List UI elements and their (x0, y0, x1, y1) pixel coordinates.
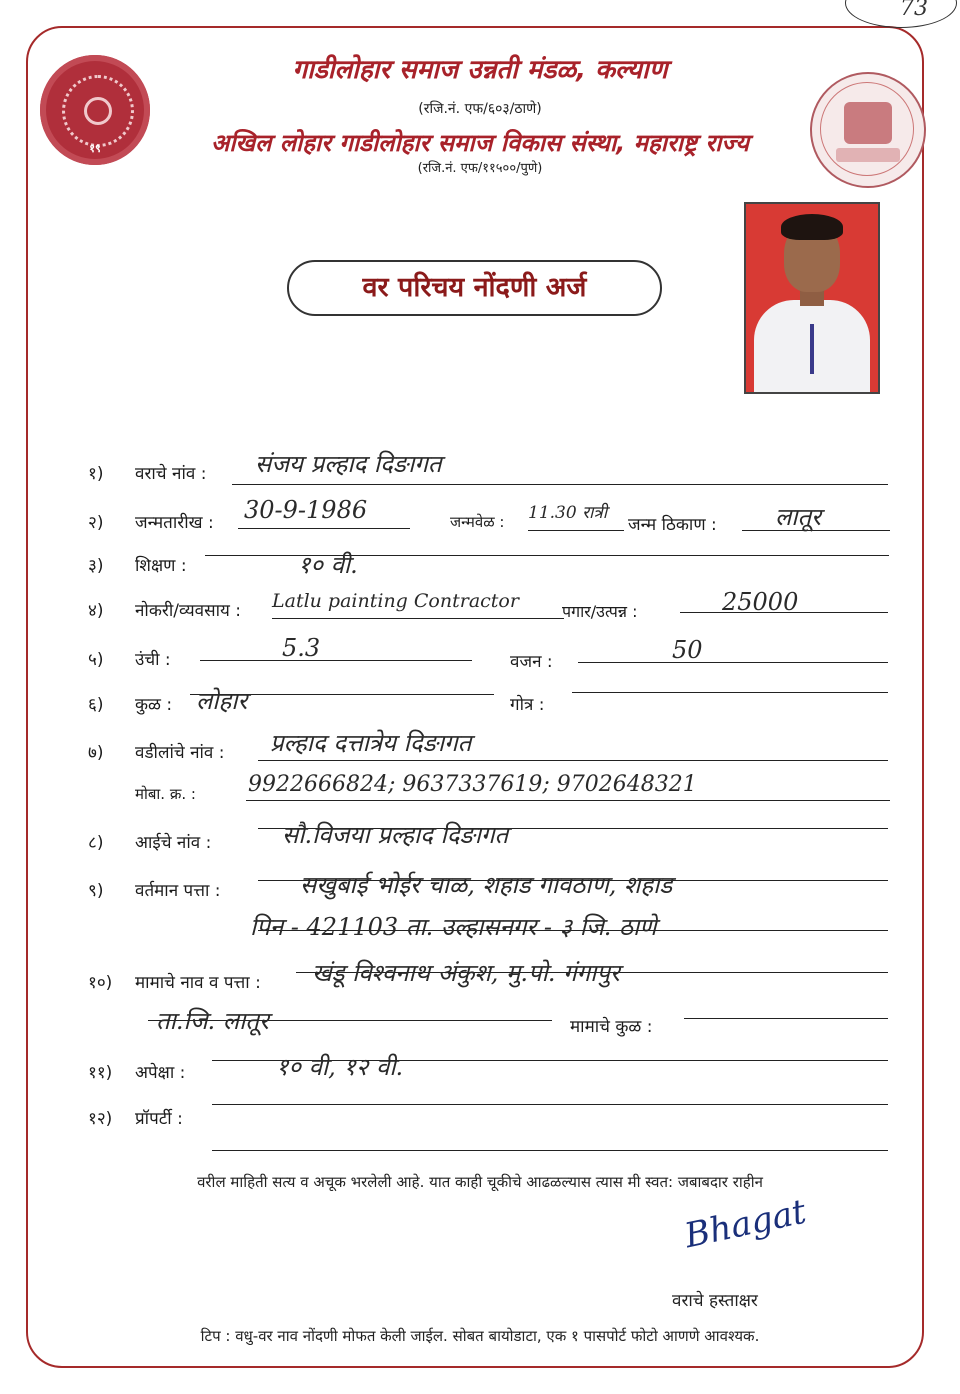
expectation-value[interactable]: १० वी, १२ वी. (276, 1053, 404, 1081)
father-name-value[interactable]: प्रल्हाद दत्तात्रेय दिङागत (270, 729, 472, 757)
field-1-number: १) (88, 464, 104, 484)
field-5-number: ५) (88, 650, 104, 670)
birthdate-value[interactable]: 30-9-1986 (244, 496, 368, 524)
form-title: वर परिचय नोंदणी अर्ज (287, 260, 662, 316)
address-value-2[interactable]: पिन - 421103 ता. उल्हासनगर - ३ जि. ठाणे (250, 913, 657, 941)
mobile-label: मोबा. क्र. : (135, 785, 196, 803)
weight-label: वजन : (510, 652, 553, 672)
field-9-number: ९) (88, 881, 104, 901)
occupation-value[interactable]: Latlu painting Contractor (272, 590, 519, 612)
field-6-number: ६) (88, 695, 104, 715)
property-line-1[interactable] (212, 1104, 888, 1105)
clan-value[interactable]: लोहार (196, 687, 248, 715)
height-label: उंची : (135, 650, 171, 670)
uncle-value-2[interactable]: ता.जि. लातूर (156, 1007, 269, 1035)
address-label: वर्तमान पत्ता : (135, 881, 221, 901)
expectation-label: अपेक्षा : (135, 1063, 186, 1083)
occupation-label: नोकरी/व्यवसाय : (135, 601, 241, 621)
signature-label: वराचे हस्ताक्षर (672, 1291, 758, 1311)
birthdate-line (238, 528, 410, 529)
gotra-label: गोत्र : (510, 695, 545, 715)
passport-photo (744, 202, 880, 394)
org-reg-2: (रजि.नं. एफ/११५००/पुणे) (417, 161, 543, 176)
seal-year: १९ (89, 142, 101, 155)
birthplace-label: जन्म ठिकाण : (628, 515, 717, 535)
uncle-clan-line[interactable] (684, 1018, 888, 1019)
field-12-number: १२) (88, 1109, 113, 1129)
clan-label: कुळ : (135, 695, 173, 715)
mobile-value[interactable]: 9922666824; 9637337619; 9702648321 (248, 772, 697, 797)
property-label: प्रॉपर्टी : (135, 1109, 183, 1129)
birthtime-value[interactable]: 11.30 रात्री (528, 503, 608, 523)
father-name-label: वडीलांचे नांव : (135, 743, 225, 763)
corner-number: 73 (900, 0, 928, 21)
father-name-line (258, 760, 888, 761)
field-8-number: ८) (88, 833, 104, 853)
field-2-number: २) (88, 513, 104, 533)
mobile-line (246, 800, 890, 801)
weight-line (578, 662, 888, 663)
org-name-1: गाडीलोहार समाज उन्नती मंडळ, कल्याण (292, 55, 668, 85)
weight-value[interactable]: 50 (672, 636, 703, 664)
income-label: पगार/उत्पन्न : (562, 602, 638, 621)
groom-name-label: वराचे नांव : (135, 464, 207, 484)
org-reg-1: (रजि.नं. एफ/६०३/ठाणे) (418, 101, 542, 117)
groom-name-value[interactable]: संजय प्रल्हाद दिङागत (255, 450, 442, 478)
income-value[interactable]: 25000 (722, 588, 799, 616)
org-name-2: अखिल लोहार गाडीलोहार समाज विकास संस्था, महाराष्ट्र राज्य (210, 129, 750, 157)
uncle-label: मामाचे नाव व पत्ता : (135, 973, 261, 993)
groom-signature: Bhagat (681, 1191, 810, 1257)
height-line (200, 660, 472, 661)
field-3-number: ३) (88, 556, 104, 576)
uncle-clan-label: मामाचे कुळ : (570, 1017, 653, 1037)
mother-name-value[interactable]: सौ.विजया प्रल्हाद दिङागत (282, 821, 509, 849)
birthtime-line (528, 530, 624, 531)
address-value-1[interactable]: सखुबाई भोईर चाळ, शहाड गावठाण, शहाड (300, 871, 673, 899)
gotra-line[interactable] (572, 692, 888, 693)
occupation-line (272, 618, 564, 619)
uncle-value-1[interactable]: खंडू विश्वनाथ अंकुश, मु.पो. गंगापुर (312, 959, 620, 987)
mother-name-label: आईचे नांव : (135, 833, 212, 853)
field-4-number: ४) (88, 601, 104, 621)
field-11-number: ११) (88, 1063, 113, 1083)
property-line-2[interactable] (212, 1150, 888, 1151)
declaration-text: वरील माहिती सत्य व अचूक भरलेली आहे. यात काही चूकीचे आढळल्यास त्यास मी स्वत: जबाबदार राहीन (197, 1173, 763, 1191)
height-value[interactable]: 5.3 (282, 634, 321, 662)
field-7-number: ७) (88, 743, 104, 763)
birthtime-label: जन्मवेळ : (450, 513, 505, 531)
education-value[interactable]: १० वी. (298, 551, 358, 579)
education-label: शिक्षण : (135, 556, 187, 576)
birthplace-value[interactable]: लातूर (775, 503, 821, 531)
groom-name-line (232, 484, 888, 485)
footer-note: टिप : वधु-वर नाव नोंदणी मोफत केली जाईल. सोबत बायोडाटा, एक १ पासपोर्ट फोटो आणणे आवश्यक. (200, 1327, 760, 1345)
birthdate-label: जन्मतारीख : (135, 513, 214, 533)
field-10-number: १०) (88, 973, 113, 993)
